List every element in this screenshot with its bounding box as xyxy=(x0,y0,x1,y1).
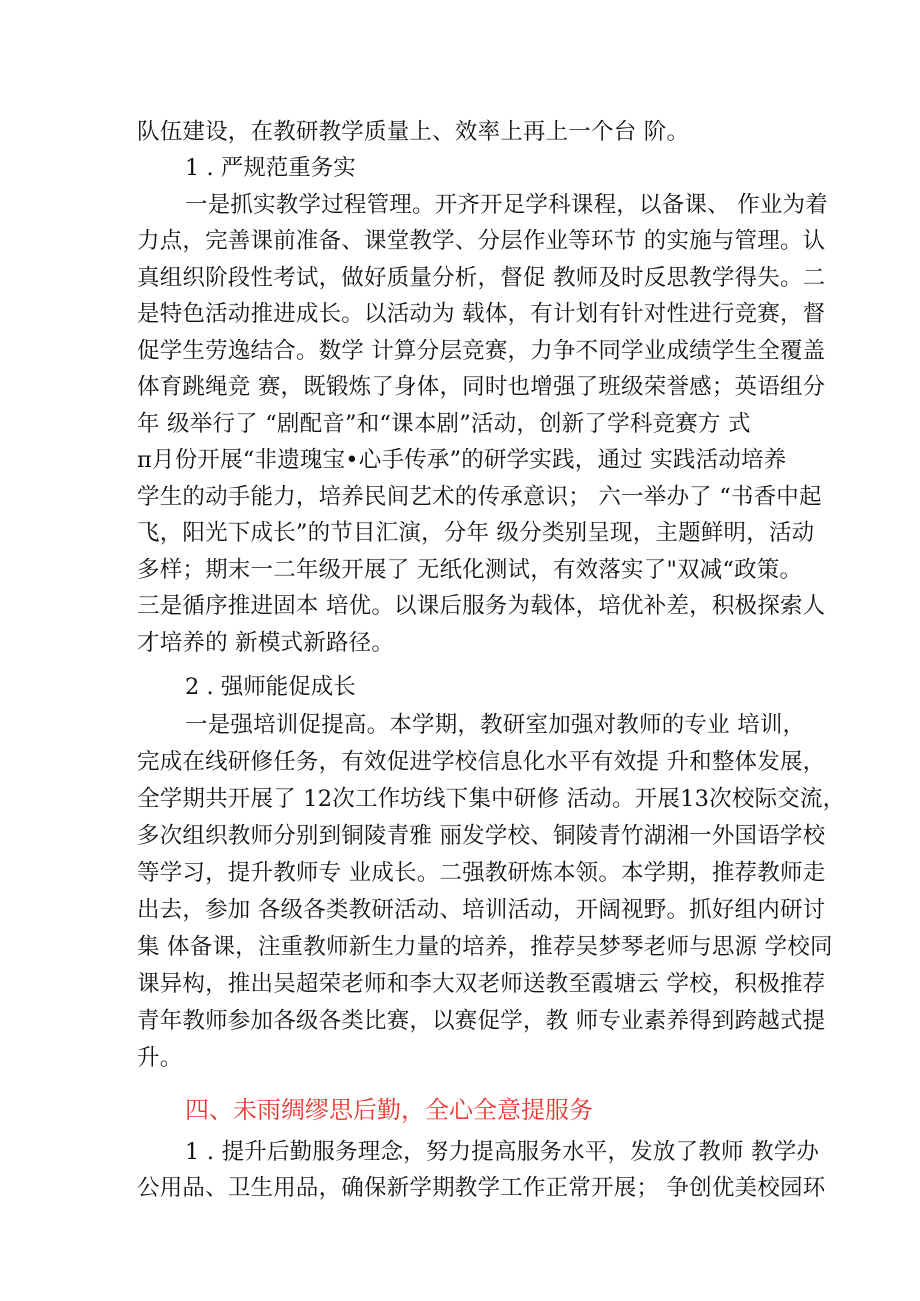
paragraph-line: 集 体备课，注重教师新生力量的培养，推荐吴梦琴老师与思源 学校同 xyxy=(137,934,833,960)
paragraph-line: 队伍建设，在教研教学质量上、效率上再上一个台 阶。 xyxy=(137,119,690,145)
paragraph-line: 一是强培训促提高。本学期，教研室加强对教师的专业 培训， xyxy=(185,712,806,738)
paragraph-line: 才培养的 新模式新路径。 xyxy=(137,630,395,656)
paragraph-line: 促学生劳逸结合。数学 计算分层竞赛，力争不同学业成绩学生全覆盖 xyxy=(137,338,826,364)
paragraph-line: 1 . 提升后勤服务理念，努力提高服务水平，发放了教师 教学办 xyxy=(185,1139,820,1165)
paragraph-line: 一是抓实教学过程管理。开齐开足学科课程，以备课、 作业为着 xyxy=(185,192,828,218)
paragraph-line: 多次组织教师分别到铜陵青雅 丽发学校、铜陵青竹湖湘一外国语学校 xyxy=(137,823,826,849)
subheading-strengthen-teachers: 2 . 强师能促成长 xyxy=(185,674,356,700)
paragraph-line: π月份开展“非遗瑰宝•心手传承”的研学实践，通过 实践活动培养 xyxy=(137,447,787,473)
paragraph-line: 多样；期末一二年级开展了 无纸化测试，有效落实了"双减“政策。 xyxy=(137,557,803,583)
paragraph-line: 体育跳绳竞 赛，既锻炼了身体，同时也增强了班级荣誉感；英语组分 xyxy=(137,374,826,400)
paragraph-line: 学生的动手能力，培养民间艺术的传承意识； 六一举办了 “书香中起 xyxy=(137,484,822,510)
paragraph-line: 等学习，提升教师专 业成长。二强教研炼本领。本学期，推荐教师走 xyxy=(137,860,826,886)
paragraph-line: 课异构，推出吴超荣老师和李大双老师送教至霞塘云 学校，积极推荐 xyxy=(137,971,826,997)
paragraph-line: 真组织阶段性考试，做好质量分析，督促 教师及时反思教学得失。二 xyxy=(137,265,826,291)
paragraph-line: 完成在线研修任务，有效促进学校信息化水平有效提 升和整体发展， xyxy=(137,749,826,775)
paragraph-line: 出去，参加 各级各类教研活动、培训活动，开阔视野。抓好组内研讨 xyxy=(137,897,826,923)
paragraph-line: 年 级举行了 “剧配音”和“课本剧”活动，创新了学科竞赛方 式 xyxy=(137,411,751,437)
paragraph-line: 是特色活动推进成长。以活动为 载体，有计划有针对性进行竞赛，督 xyxy=(137,301,826,327)
paragraph-line: 青年教师参加各级各类比赛，以赛促学，教 师专业素养得到跨越式提 xyxy=(137,1008,826,1034)
paragraph-line: 升。 xyxy=(137,1045,183,1071)
subheading-strict-standards: 1 . 严规范重务实 xyxy=(185,155,356,181)
paragraph-line: 公用品、卫生用品，确保新学期教学工作正常开展； 争创优美校园环 xyxy=(137,1175,826,1201)
paragraph-line: 全学期共开展了 12次工作坊线下集中研修 活动。开展13次校际交流， xyxy=(137,786,846,812)
paragraph-line: 力点，完善课前准备、课堂教学、分层作业等环节 的实施与管理。认 xyxy=(137,228,826,254)
paragraph-line: 飞，阳光下成长”的节目汇演，分年 级分类别呈现，主题鲜明，活动 xyxy=(137,520,815,546)
section-heading-logistics: 四、未雨绸缪思后勤，全心全意提服务 xyxy=(185,1096,593,1124)
paragraph-line: 三是循序推进固本 培优。以课后服务为载体，培优补差，积极探索人 xyxy=(137,593,826,619)
